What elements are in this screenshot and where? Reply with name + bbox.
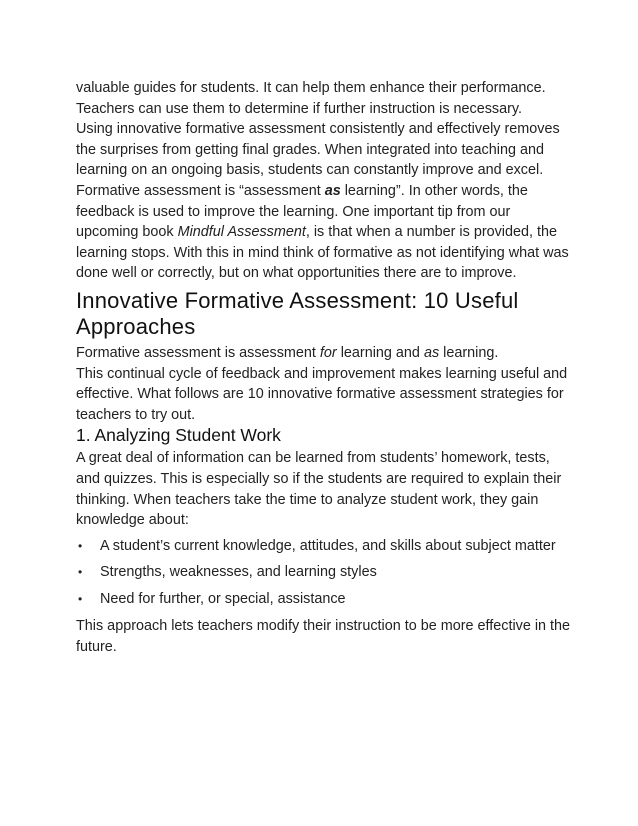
bullet-icon: • xyxy=(78,565,83,580)
subsection-paragraph-1: A great deal of information can be learned from students’ homework, tests, and quizzes. This is especially so if the students are required to explain their thinking. When teachers take the time to analyze student work, they gain knowledge about: xyxy=(76,450,562,529)
text-run: Formative assessment is “assessment xyxy=(76,182,325,199)
list-item xyxy=(76,533,576,560)
closing-paragraph: This approach lets teachers modify their instruction to be more effective in the future. xyxy=(76,618,571,655)
bullet-list xyxy=(76,533,576,613)
intro-line-1: valuable guides for students. It can help them enhance their performance. xyxy=(76,80,546,96)
text-run: learning and xyxy=(336,344,424,361)
text-run: learning. xyxy=(439,344,499,361)
list-item-text: Need for further, or special, assistance xyxy=(100,590,346,607)
intro-paragraph-3 xyxy=(76,181,576,284)
bullet-icon: • xyxy=(78,538,83,553)
list-item-text: A student’s current knowledge, attitudes, and skills about subject matter xyxy=(100,537,556,554)
text-run: Formative assessment is assessment xyxy=(76,344,320,361)
text-run: , is that when a number is provided, the learning stops. With this in mind think of formative as not identifying what was done well or correctly, but on what opportunities there are to improve. xyxy=(76,224,569,282)
emphasis-as: as xyxy=(423,344,440,361)
section-heading: Innovative Formative Assessment: 10 Useful Approaches xyxy=(76,287,519,339)
list-item-text: Strengths, weaknesses, and learning styles xyxy=(100,564,377,581)
emphasis-as: as xyxy=(324,182,341,199)
intro-line-2: Teachers can use them to determine if further instruction is necessary. xyxy=(76,100,523,117)
list-item xyxy=(76,559,576,586)
text-run: learning”. In other words, the feedback is used to improve the learning. One important tip from our upcoming book xyxy=(76,182,528,241)
intro-paragraph-2: Using innovative formative assessment consistently and effectively removes the surprises from getting final grades. When integrated into teaching and learning on an ongoing basis, students can constantly improve and excel. xyxy=(76,121,560,179)
list-item xyxy=(76,586,576,613)
bullet-icon: • xyxy=(78,591,83,606)
section-paragraph-2: This continual cycle of feedback and improvement makes learning useful and effective. What follows are 10 innovative formative assessment strategies for teachers to try out. xyxy=(76,365,568,423)
section-paragraph-1 xyxy=(76,343,576,364)
text-column xyxy=(76,78,576,657)
book-title: Mindful Assessment xyxy=(177,224,306,241)
emphasis-for: for xyxy=(319,344,337,361)
subsection-heading: 1. Analyzing Student Work xyxy=(76,425,281,446)
